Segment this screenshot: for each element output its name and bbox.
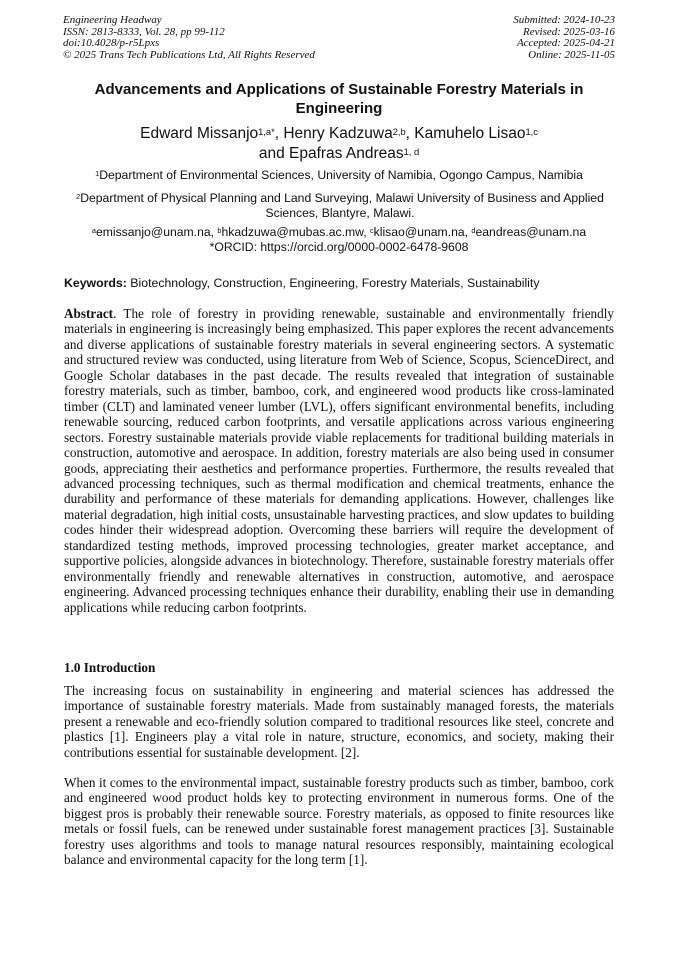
online-date: Online: 2025-11-05 xyxy=(528,48,615,61)
orcid-link[interactable]: *ORCID: https://orcid.org/0000-0002-6478-9608 xyxy=(209,240,469,254)
copyright: © 2025 Trans Tech Publications Ltd, All Rights Reserved xyxy=(63,48,315,61)
section-heading: 1.0 Introduction xyxy=(64,660,156,675)
author-list xyxy=(60,124,618,164)
emails xyxy=(60,225,618,255)
journal-info xyxy=(63,15,315,61)
affiliation: $^2$Department of Physical Planning and Land Surveying, Malawi University of Business and Applied Sciences, Blantyre, Malawi. xyxy=(76,191,604,220)
abstract: Abstract. The role of forestry in providing renewable, sustainable and environmentally friendly materials in engineering is increasingly being emphasized. This paper explores the recent advancements and diverse applications of sustainable forestry materials in several engineering sectors. A systematic and structured review was conducted, using literature from Web of Science, Scopus, ScienceDirect, and Google Scholar databases in the past decade. The results revealed that integration of sustainable forestry materials, such as timber, bamboo, cork, and engineered wood products like cross-laminated timber (CLT) and laminated veneer lumber (LVL), offers significant environmental benefits, including renewable sourcing, reduced carbon footprints, and versatile applications across various engineering sectors. Forestry sustainable materials provide viable replacements for traditional building materials in construction, automotive and aerospace. In addition, forestry materials are also being used in consumer goods, appreciating their aesthetics and performance properties. Furthermore, the results revealed that advanced processing techniques, such as thermal modification and chemical treatments, enhance the durability and performance of these materials for demanding applications. However, challenges like material degradation, high initial costs, unsustainable harvesting practices, and slow updates to building codes hinder their widespread adoption. Overcoming these barriers will require the development of standardized testing methods, improved processing technologies, greater market acceptance, and supportive policies, alongside advances in biotechnology. Therefore, sustainable forestry materials offer environmentally friendly and renewable alternatives in construction, automotive, and aerospace engineering. Advanced processing techniques enhance their durability, enabling their use in demanding applications while reducing carbon footprints. xyxy=(64,306,614,615)
keywords: Keywords: Biotechnology, Construction, Engineering, Forestry Materials, Sustainability xyxy=(64,276,540,290)
author: Kamuhelo Lisao$^{1,c}$ xyxy=(414,125,538,142)
doi: doi:10.4028/p-r5Lpxs xyxy=(63,37,160,49)
abstract-label: Abstract xyxy=(64,306,114,321)
affiliation: $^1$Department of Environmental Sciences, University of Namibia, Ogongo Campus, Namibia xyxy=(95,168,583,182)
revised-date: Revised: 2025-03-16 xyxy=(523,25,615,38)
submitted-date: Submitted: 2024-10-23 xyxy=(513,14,615,26)
email[interactable]: $^c$klisao@unam.na, xyxy=(370,225,472,239)
email[interactable]: $^b$hkadzuwa@mubas.ac.mw, xyxy=(217,225,371,239)
dates-info xyxy=(513,15,615,61)
email[interactable]: $^a$emissanjo@unam.na, xyxy=(91,225,218,239)
author: and Epafras Andreas$^{1, d}$ xyxy=(258,145,420,162)
accepted-date: Accepted: 2025-04-21 xyxy=(516,37,615,49)
issn: ISSN: 2813-8333, Vol. 28, pp 99-112 xyxy=(63,25,225,38)
journal-name: Engineering Headway xyxy=(63,14,162,26)
keywords-label: Keywords: xyxy=(64,276,127,290)
email[interactable]: $^d$eandreas@unam.na xyxy=(471,225,587,239)
author: Edward Missanjo$^{1,a*}$, xyxy=(140,125,284,142)
paper-title: Advancements and Applications of Sustainable Forestry Materials in Engineering xyxy=(94,81,584,117)
intro-paragraph: When it comes to the environmental impact, sustainable forestry products such as timber, bamboo, cork and engineered wood product holds key to protecting environment in numerous forms. One of the biggest pros is probably their renewable source. Forestry materials, as opposed to finite resources like metals or fossil fuels, can be renewed under sustainable forest management practices [3]. Sustainable forestry uses algorithms and tools to manage natural resources responsibly, maintaining ecological balance and environmental capacity for the long term [1]. xyxy=(64,775,614,868)
intro-paragraph: The increasing focus on sustainability in engineering and material sciences has addressed the importance of sustainable forestry materials. Made from sustainably managed forests, the materials present a renewable and eco-friendly solution compared to traditional resources like steel, concrete and plastics [1]. Engineers play a vital role in nature, structure, economics, and society, making their contributions essential for sustainable development. [2]. xyxy=(64,683,614,760)
author: Henry Kadzuwa$^{2,b}$, xyxy=(283,125,415,142)
